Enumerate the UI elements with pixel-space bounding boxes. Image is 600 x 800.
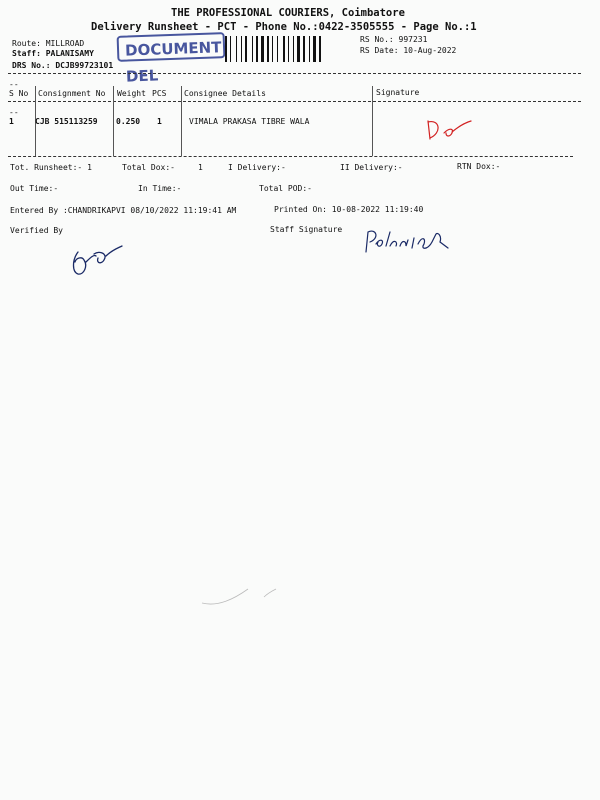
document-delivery-stamp: DOCUMENT DEL xyxy=(117,32,226,62)
i-delivery: I Delivery:- xyxy=(228,163,286,172)
rule-top xyxy=(8,73,581,74)
col-header-pcs: PCS xyxy=(152,89,167,98)
route-label: Route: MILLROAD xyxy=(12,39,85,48)
rtn-dox: RTN Dox:- xyxy=(457,162,501,171)
barcode xyxy=(225,36,338,62)
col-divider xyxy=(372,86,373,156)
row-consignment: CJB 515113259 xyxy=(35,117,98,126)
out-time: Out Time:- xyxy=(10,184,59,193)
ii-delivery: II Delivery:- xyxy=(340,163,403,172)
col-header-sno: S No xyxy=(9,89,29,98)
row-dashes: -- xyxy=(9,108,19,117)
staff-label: Staff: PALANISAMY xyxy=(12,49,94,58)
printed-on: Printed On: 10-08-2022 11:19:40 xyxy=(274,205,424,214)
total-pod: Total POD:- xyxy=(259,184,312,193)
recipient-signature xyxy=(420,115,475,145)
entered-by: Entered By :CHANDRIKAPVI 08/10/2022 11:19:41 AM xyxy=(10,206,237,215)
verified-by-label: Verified By xyxy=(10,226,63,235)
verifier-signature xyxy=(66,242,126,280)
runsheet-subtitle: Delivery Runsheet - PCT - Phone No.:0422-3505555 - Page No.:1 xyxy=(91,21,477,33)
in-time: In Time:- xyxy=(138,184,182,193)
row-pcs: 1 xyxy=(157,117,162,126)
header-dashes: -- xyxy=(9,80,19,89)
company-title: THE PROFESSIONAL COURIERS, Coimbatore xyxy=(171,7,405,19)
drs-number: DRS No.: DCJB99723101 xyxy=(12,61,114,70)
total-dox-label: Total Dox:- xyxy=(122,163,175,172)
col-header-weight: Weight xyxy=(117,89,146,98)
staff-signature xyxy=(362,224,452,256)
col-header-consignment: Consignment No xyxy=(38,89,106,98)
rule-header-bottom xyxy=(8,101,581,102)
rs-date: RS Date: 10-Aug-2022 xyxy=(360,46,457,55)
col-header-consignee: Consignee Details xyxy=(184,89,266,98)
row-weight: 0.250 xyxy=(116,117,141,126)
total-dox-value: 1 xyxy=(198,163,203,172)
col-header-signature: Signature xyxy=(376,88,420,97)
stray-pencil-mark xyxy=(198,585,288,615)
row-consignee: VIMALA PRAKASA TIBRE WALA xyxy=(189,117,310,126)
staff-signature-label: Staff Signature xyxy=(270,225,343,234)
row-sno: 1 xyxy=(9,117,14,126)
rule-table-bottom xyxy=(8,156,573,157)
col-divider xyxy=(181,86,182,156)
rs-number: RS No.: 997231 xyxy=(360,35,428,44)
total-runsheet: Tot. Runsheet:- 1 xyxy=(10,163,92,172)
col-divider xyxy=(113,86,114,156)
